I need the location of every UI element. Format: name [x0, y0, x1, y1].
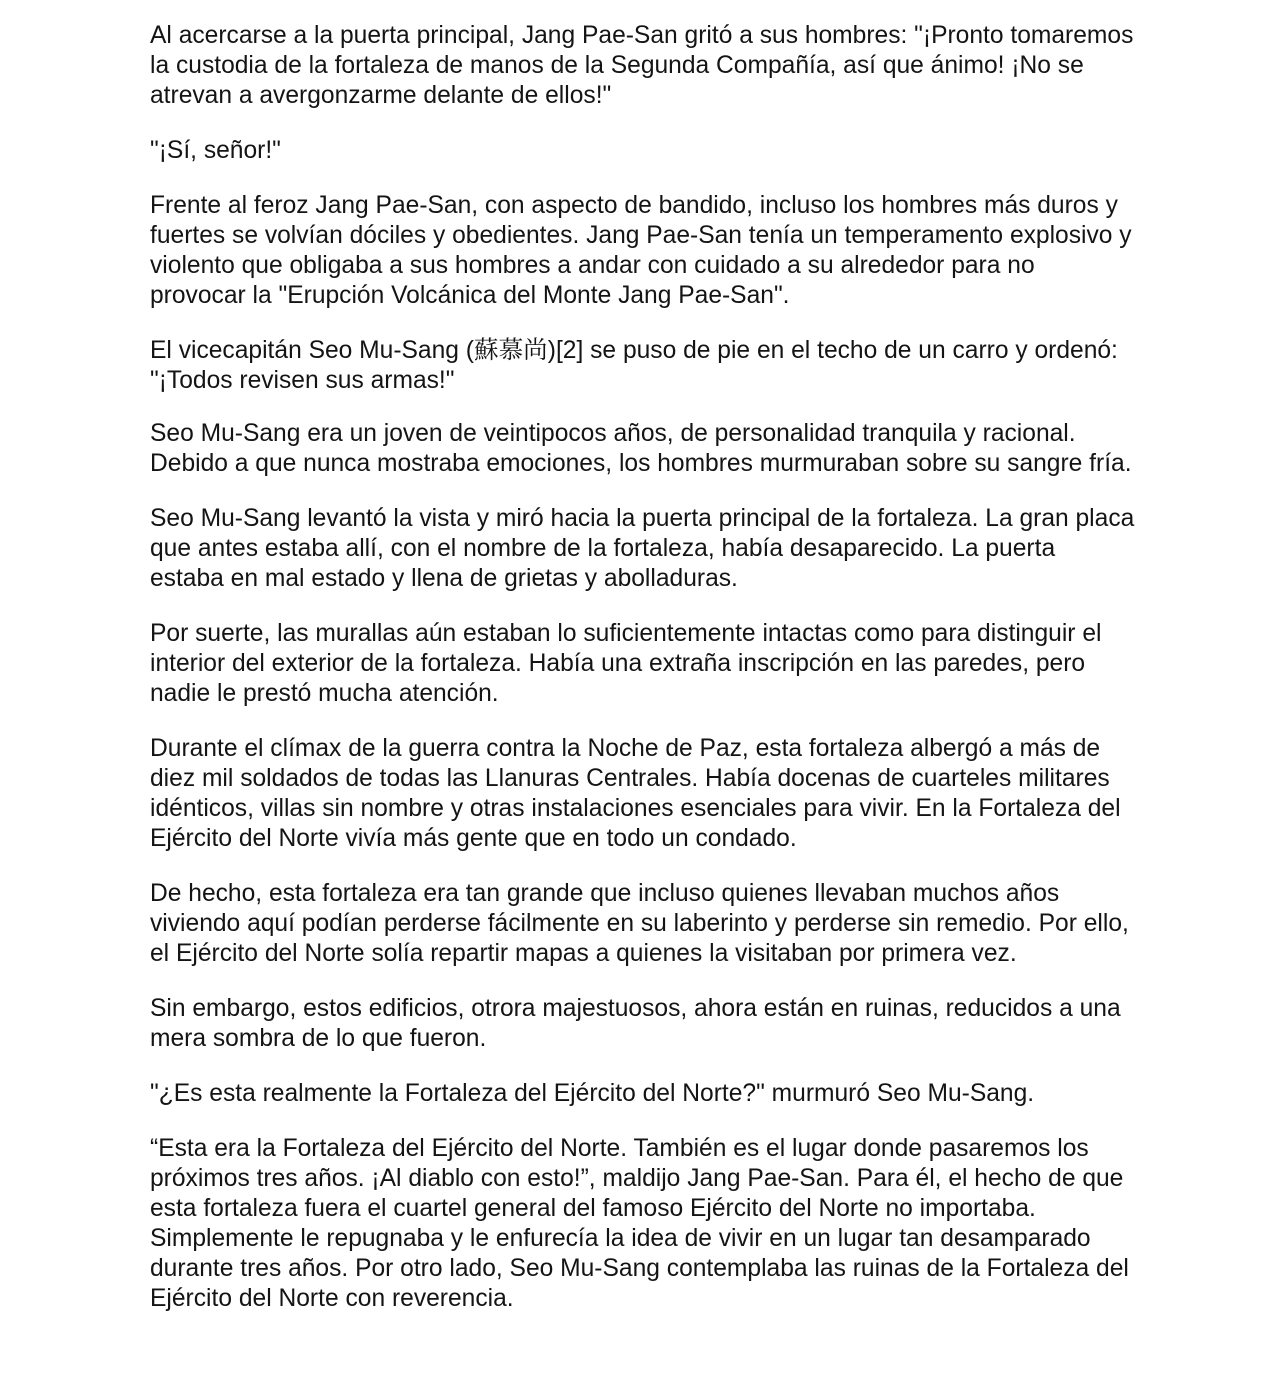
paragraph: Seo Mu-Sang era un joven de veintipocos años, de personalidad tranquila y racional. Debido a que nunca mostraba emociones, los hombres murmuraban sobre su sangre fría. [150, 420, 1132, 477]
paragraph: De hecho, esta fortaleza era tan grande que incluso quienes llevaban muchos años viviendo aquí podían perderse fácilmente en su laberinto y perderse sin remedio. Por ello, el Ejército del Norte solía repartir mapas a quienes la visitaban por primera vez. [150, 880, 1129, 967]
paragraph: Durante el clímax de la guerra contra la Noche de Paz, esta fortaleza albergó a más de diez mil soldados de todas las Llanuras Centrales. Había docenas de cuarteles militares idénticos, villas sin nombre y otras instalaciones esenciales para vivir. En la Fortaleza del Ejército del Norte vivía más gente que en todo un condado. [150, 735, 1121, 852]
paragraph: Al acercarse a la puerta principal, Jang Pae-San gritó a sus hombres: "¡Pronto tomaremos la custodia de la fortaleza de manos de la Segunda Compañía, así que ánimo! ¡No se atrevan a avergonzarme delante de ellos!" [150, 22, 1134, 109]
paragraph: "¡Sí, señor!" [150, 137, 281, 164]
paragraph: Sin embargo, estos edificios, otrora majestuosos, ahora están en ruinas, reducidos a una mera sombra de lo que fueron. [150, 995, 1121, 1052]
paragraph: Frente al feroz Jang Pae-San, con aspecto de bandido, incluso los hombres más duros y fuertes se volvían dóciles y obedientes. Jang Pae-San tenía un temperamento explosivo y violento que obligaba a sus hombres a andar con cuidado a su alrededor para no provocar la "Erupción Volcánica del Monte Jang Pae-San". [150, 192, 1132, 309]
paragraph: Seo Mu-Sang levantó la vista y miró hacia la puerta principal de la fortaleza. La gran placa que antes estaba allí, con el nombre de la fortaleza, había desaparecido. La puerta estaba en mal estado y llena de grietas y abolladuras. [150, 505, 1135, 592]
paragraph: Por suerte, las murallas aún estaban lo suficientemente intactas como para distinguir el interior del exterior de la fortaleza. Había una extraña inscripción en las paredes, pero nadie le prestó mucha atención. [150, 620, 1102, 707]
paragraph: El vicecapitán Seo Mu-Sang (蘇慕尚)[2] se puso de pie en el techo de un carro y ordenó: "¡Todos revisen sus armas!" [150, 337, 1118, 394]
paragraph: “Esta era la Fortaleza del Ejército del Norte. También es el lugar donde pasaremos los próximos tres años. ¡Al diablo con esto!”, maldijo Jang Pae-San. Para él, el hecho de que esta fortaleza fuera el cuartel general del famoso Ejército del Norte no importaba. Simplemente le repugnaba y le enfurecía la idea de vivir en un lugar tan desamparado durante tres años. Por otro lado, Seo Mu-Sang contemplaba las ruinas de la Fortaleza del Ejército del Norte con reverencia. [150, 1135, 1129, 1312]
paragraph: "¿Es esta realmente la Fortaleza del Ejército del Norte?" murmuró Seo Mu-Sang. [150, 1080, 1035, 1107]
document-page [150, 21, 1135, 1339]
